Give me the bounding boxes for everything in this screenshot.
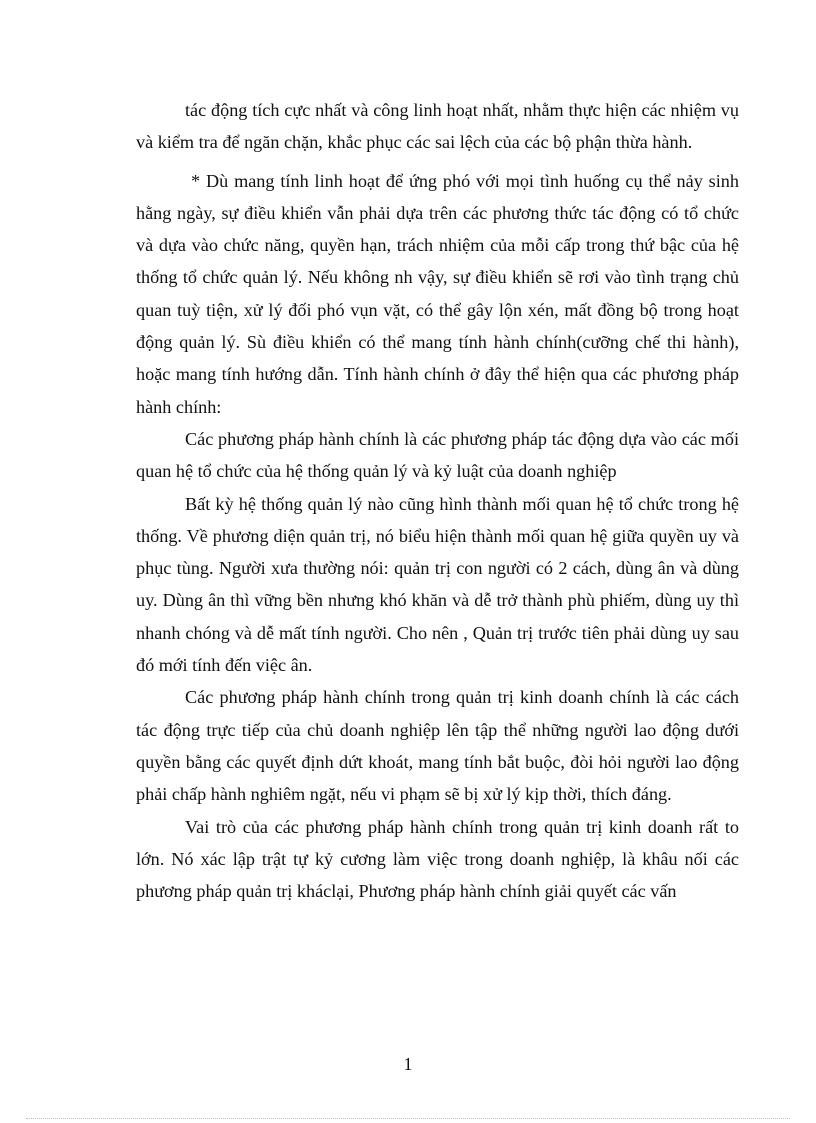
paragraph-5: Các phương pháp hành chính trong quản trị kinh doanh chính là các cách tác động trực tiếp của chủ doanh nghiệp lên tập thể những người lao động dưới quyền bằng các quyết định dứt khoát, mang tính bắt buộc, đòi hỏi người lao động phải chấp hành nghiêm ngặt, nếu vi phạm sẽ bị xử lý kịp thời, thích đáng. [136,687,739,805]
paragraph-3: Các phương pháp hành chính là các phương pháp tác động dựa vào các mối quan hệ tổ chức của hệ thống quản lý và kỷ luật của doanh nghiệp [136,428,739,482]
page-number: 1 [403,1054,413,1074]
paragraph-2: * Dù mang tính linh hoạt để ứng phó với mọi tình huống cụ thể nảy sinh hằng ngày, sự điều khiển vẫn phải dựa trên các phương thức tác động có tổ chức và dựa vào chức năng, quyền hạn, trách nhiệm của mỗi cấp trong thứ bậc của hệ thống tổ chức quản lý. Nếu không nh vậy, sự điều khiển sẽ rơi vào tình trạng chủ quan tuỳ tiện, xử lý đối phó vụn vặt, có thể gây lộn xén, mất đồng bộ trong hoạt động quản lý. Sù điều khiển có thể mang tính hành chính(cưỡng chế thi hành), hoặc mang tính hướng dẫn. Tính hành chính ở đây thể hiện qua các phương pháp hành chính: [136,170,739,417]
page-bottom-divider [26,1118,790,1119]
paragraph-4: Bất kỳ hệ thống quản lý nào cũng hình thành mối quan hệ tổ chức trong hệ thống. Về phương diện quản trị, nó biểu hiện thành mối quan hệ giữa quyền uy và phục tùng. Người xưa thường nói: quản trị con người có 2 cách, dùng ân và dùng uy. Dùng ân thì vững bền nhưng khó khăn và dễ trở thành phù phiếm, dùng uy thì nhanh chóng và dễ mất tính người. Cho nên , Quản trị trước tiên phải dùng uy sau đó mới tính đến việc ân. [136,493,739,676]
paragraph-1: tác động tích cực nhất và công linh hoạt nhất, nhằm thực hiện các nhiệm vụ và kiểm tra để ngăn chặn, khắc phục các sai lệch của các bộ phận thừa hành. [136,100,739,153]
paragraph-6: Vai trò của các phương pháp hành chính trong quản trị kinh doanh rất to lớn. Nó xác lập trật tự kỷ cương làm việc trong doanh nghiệp, là khâu nối các phương pháp quản trị kháclại, Phương pháp hành chính giải quyết các vấn [136,816,739,902]
document-body [136,94,739,907]
